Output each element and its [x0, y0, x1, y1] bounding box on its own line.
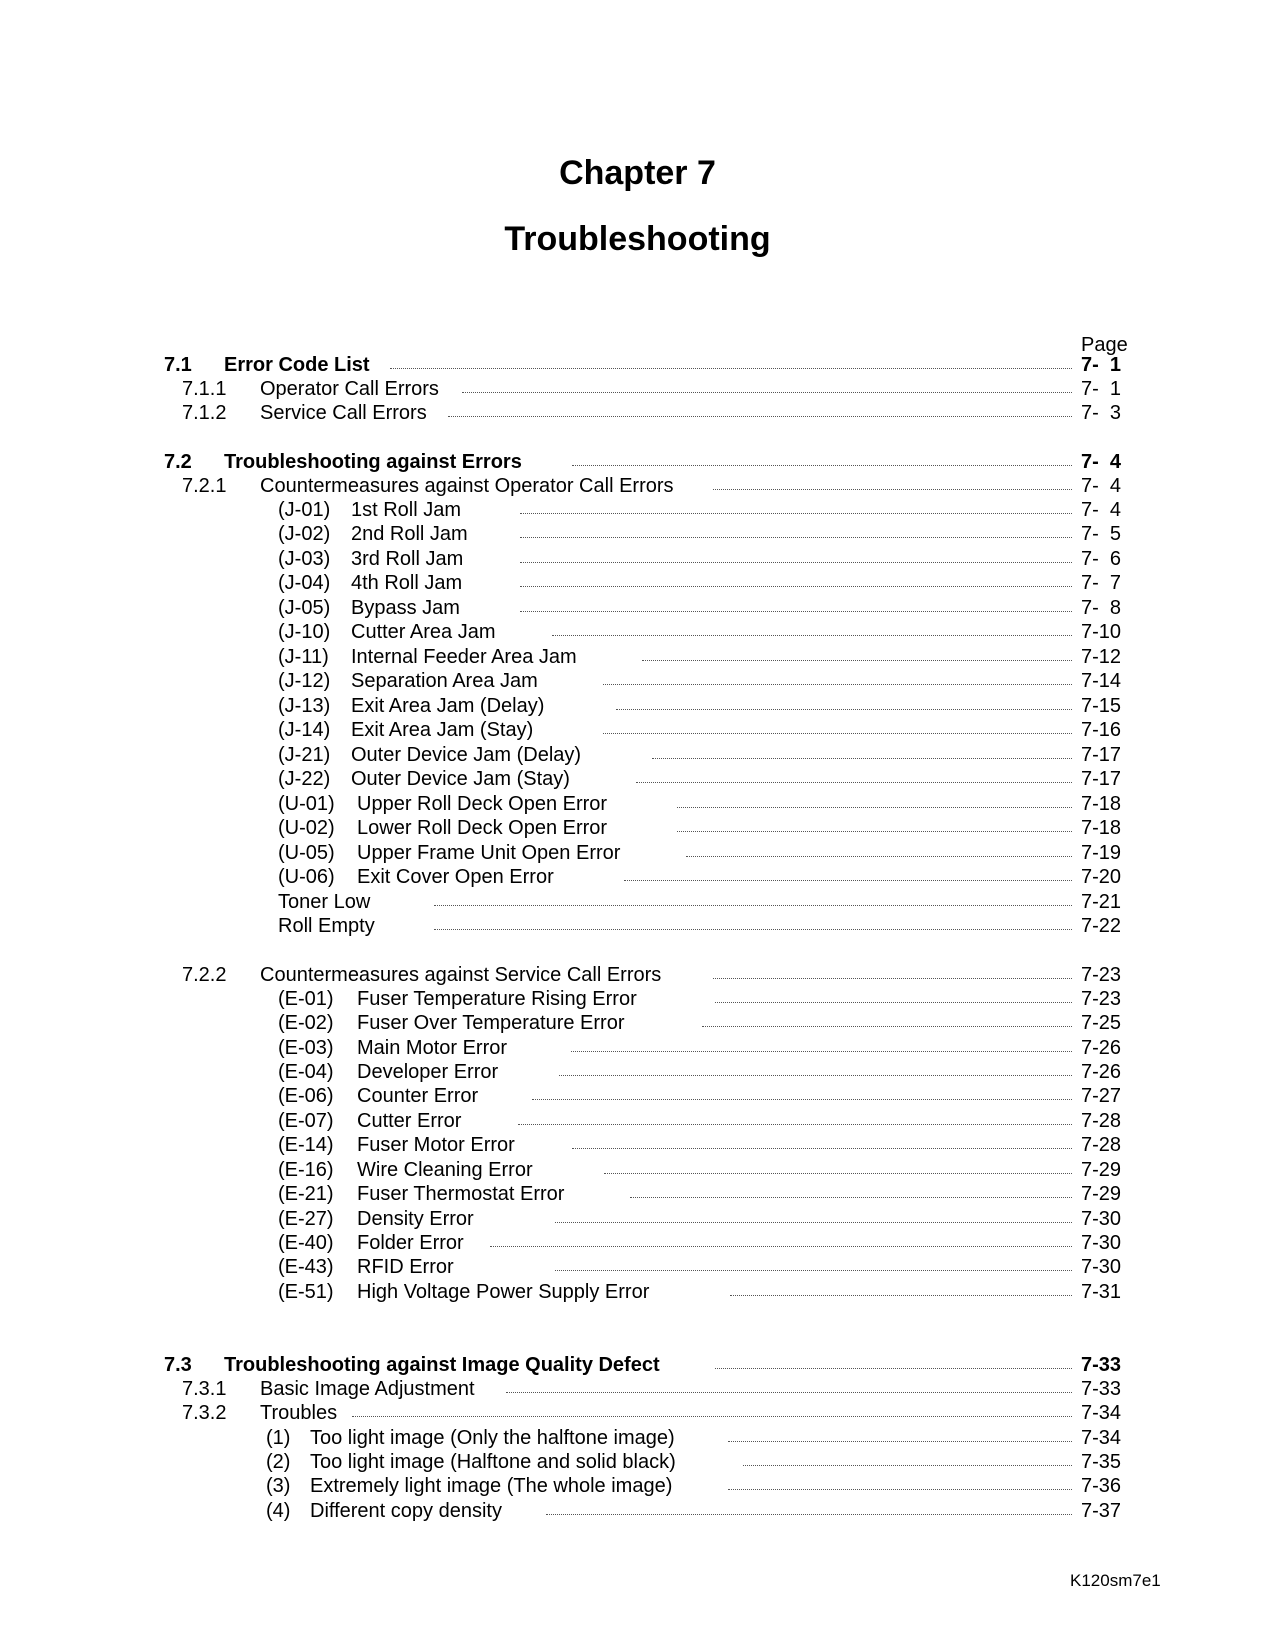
- toc-entry: [0, 645, 1275, 669]
- toc-entry-page: 7- 4: [1081, 451, 1122, 473]
- dot-leader: [546, 1514, 1072, 1515]
- toc-entry-number: (E-21): [278, 1183, 334, 1205]
- toc-entry: [0, 1353, 1275, 1377]
- toc-entry-page: 7-28: [1081, 1110, 1122, 1132]
- dot-leader: [520, 513, 1072, 514]
- toc-entry: [0, 1207, 1275, 1231]
- toc-entry-page: 7-29: [1081, 1159, 1122, 1181]
- dot-leader: [532, 1099, 1072, 1100]
- dot-leader: [520, 562, 1072, 563]
- toc-entry: [0, 743, 1275, 767]
- dot-leader: [636, 782, 1072, 783]
- dot-leader: [520, 611, 1072, 612]
- dot-leader: [518, 1124, 1072, 1125]
- toc-entry: [0, 1401, 1275, 1425]
- toc-entry-number: (U-06): [278, 866, 335, 888]
- toc-entry-number: (E-27): [278, 1208, 334, 1230]
- dot-leader: [352, 1416, 1072, 1417]
- toc-entry-page: 7-33: [1081, 1378, 1122, 1400]
- toc-entry: [0, 1280, 1275, 1304]
- toc-entry-page: 7-19: [1081, 842, 1122, 864]
- toc-entry: [0, 987, 1275, 1011]
- toc-entry-title: Density Error: [357, 1208, 474, 1230]
- toc-entry-page: 7- 1: [1081, 378, 1122, 400]
- toc-entry-number: (U-02): [278, 817, 335, 839]
- toc-entry: [0, 498, 1275, 522]
- toc-entry-page: 7-15: [1081, 695, 1122, 717]
- chapter-subtitle: Troubleshooting: [504, 220, 771, 258]
- toc-entry: [0, 1182, 1275, 1206]
- toc-entry: [0, 1499, 1275, 1523]
- toc-entry-number: (J-11): [278, 646, 329, 668]
- dot-leader: [702, 1026, 1072, 1027]
- toc-entry-title: Countermeasures against Operator Call Errors: [260, 475, 674, 497]
- toc-entry-title: Counter Error: [357, 1085, 479, 1107]
- toc-entry-number: (J-04): [278, 572, 331, 594]
- toc-entry-title: 3rd Roll Jam: [351, 548, 464, 570]
- dot-leader: [630, 1197, 1072, 1198]
- dot-leader: [552, 635, 1072, 636]
- dot-leader: [730, 1295, 1072, 1296]
- toc-entry-number: (E-03): [278, 1037, 334, 1059]
- toc-entry: [0, 1109, 1275, 1133]
- toc-entry-number: (J-10): [278, 621, 331, 643]
- toc-entry-page: 7-37: [1081, 1500, 1122, 1522]
- toc-entry-page: 7-34: [1081, 1402, 1122, 1424]
- dot-leader: [555, 1222, 1072, 1223]
- toc-entry-page: 7- 4: [1081, 475, 1122, 497]
- dot-leader: [652, 758, 1072, 759]
- toc-entry-page: 7- 5: [1081, 523, 1122, 545]
- toc-entry-number: 7.1.2: [182, 402, 227, 424]
- toc-entry: [0, 1450, 1275, 1474]
- toc-entry: [0, 718, 1275, 742]
- toc-entry-title: 4th Roll Jam: [351, 572, 463, 594]
- toc-entry-page: 7-16: [1081, 719, 1122, 741]
- toc-entry-page: 7-21: [1081, 891, 1122, 913]
- toc-entry-title: Operator Call Errors: [260, 378, 439, 400]
- toc-entry-page: 7-31: [1081, 1281, 1122, 1303]
- toc-entry-page: 7-30: [1081, 1208, 1122, 1230]
- toc-entry: [0, 474, 1275, 498]
- dot-leader: [715, 1368, 1072, 1369]
- toc-entry-title: Lower Roll Deck Open Error: [357, 817, 608, 839]
- toc-entry-number: (E-06): [278, 1085, 334, 1107]
- toc-entry: [0, 353, 1275, 377]
- toc-entry-number: (J-01): [278, 499, 331, 521]
- toc-entry: [0, 596, 1275, 620]
- toc-entry-page: 7-33: [1081, 1354, 1122, 1376]
- toc-entry: [0, 792, 1275, 816]
- toc-entry: [0, 401, 1275, 425]
- toc-entry-title: Troubleshooting against Errors: [224, 451, 522, 473]
- toc-entry-number: (J-21): [278, 744, 331, 766]
- toc-entry-number: 7.2.1: [182, 475, 227, 497]
- toc-entry-title: Bypass Jam: [351, 597, 460, 619]
- toc-entry-title: High Voltage Power Supply Error: [357, 1281, 650, 1303]
- toc-entry-page: 7-30: [1081, 1256, 1122, 1278]
- toc-entry-title: Exit Area Jam (Stay): [351, 719, 534, 741]
- toc-entry-number: (E-40): [278, 1232, 334, 1254]
- toc-entry-number: (2): [266, 1451, 291, 1473]
- toc-entry-page: 7-23: [1081, 988, 1122, 1010]
- toc-entry-number: 7.2: [164, 451, 192, 473]
- toc-entry: [0, 571, 1275, 595]
- toc-entry-title: Folder Error: [357, 1232, 464, 1254]
- toc-entry-title: Fuser Over Temperature Error: [357, 1012, 625, 1034]
- dot-leader: [520, 586, 1072, 587]
- dot-leader: [728, 1489, 1072, 1490]
- toc-entry: [0, 1255, 1275, 1279]
- toc-entry-number: (E-02): [278, 1012, 334, 1034]
- toc-entry: [0, 1231, 1275, 1255]
- toc-entry-page: 7-27: [1081, 1085, 1122, 1107]
- toc-entry-number: (E-14): [278, 1134, 334, 1156]
- toc-entry-page: 7-36: [1081, 1475, 1122, 1497]
- toc-entry: [0, 963, 1275, 987]
- toc-entry: [0, 377, 1275, 401]
- toc-entry-title: Exit Cover Open Error: [357, 866, 554, 888]
- dot-leader: [572, 465, 1072, 466]
- toc-entry-number: (J-12): [278, 670, 331, 692]
- toc-entry-page: 7-18: [1081, 817, 1122, 839]
- toc-entry-title: Internal Feeder Area Jam: [351, 646, 577, 668]
- dot-leader: [462, 392, 1072, 393]
- dot-leader: [603, 733, 1072, 734]
- toc-entry-title: Troubleshooting against Image Quality Defect: [224, 1354, 660, 1376]
- toc-entry: [0, 1474, 1275, 1498]
- toc-entry-page: 7-26: [1081, 1061, 1122, 1083]
- toc-entry-number: (1): [266, 1427, 291, 1449]
- toc-entry: [0, 841, 1275, 865]
- toc-entry-number: (E-01): [278, 988, 334, 1010]
- toc-entry-number: (J-03): [278, 548, 331, 570]
- toc-entry-page: 7- 1: [1081, 354, 1122, 376]
- toc-entry-page: 7- 6: [1081, 548, 1122, 570]
- toc-entry: [0, 1060, 1275, 1084]
- dot-leader: [603, 684, 1072, 685]
- toc-entry-title: Exit Area Jam (Delay): [351, 695, 545, 717]
- toc-entry: [0, 1011, 1275, 1035]
- toc-entry-title: Toner Low: [278, 891, 371, 913]
- toc-entry-number: 7.3.2: [182, 1402, 227, 1424]
- toc-entry-page: 7-14: [1081, 670, 1122, 692]
- toc-entry: [0, 694, 1275, 718]
- toc-entry-number: (J-05): [278, 597, 331, 619]
- dot-leader: [571, 1051, 1072, 1052]
- toc-entry-title: Fuser Thermostat Error: [357, 1183, 565, 1205]
- toc-entry-page: 7-35: [1081, 1451, 1122, 1473]
- toc-entry-number: (U-01): [278, 793, 335, 815]
- dot-leader: [434, 905, 1072, 906]
- toc-entry-title: Fuser Temperature Rising Error: [357, 988, 637, 1010]
- toc-entry: [0, 1377, 1275, 1401]
- dot-leader: [713, 489, 1072, 490]
- dot-leader: [520, 537, 1072, 538]
- toc-entry-page: 7- 8: [1081, 597, 1122, 619]
- toc-entry-page: 7-23: [1081, 964, 1122, 986]
- dot-leader: [713, 978, 1072, 979]
- toc-entry-number: (3): [266, 1475, 291, 1497]
- toc-entry: [0, 865, 1275, 889]
- toc-entry-title: Wire Cleaning Error: [357, 1159, 533, 1181]
- toc-entry-title: Outer Device Jam (Delay): [351, 744, 582, 766]
- toc-entry-page: 7-30: [1081, 1232, 1122, 1254]
- toc-entry-page: 7-29: [1081, 1183, 1122, 1205]
- toc-entry-number: (U-05): [278, 842, 335, 864]
- toc-entry-number: 7.2.2: [182, 964, 227, 986]
- dot-leader: [559, 1075, 1072, 1076]
- toc-entry-title: Upper Frame Unit Open Error: [357, 842, 621, 864]
- toc-entry: [0, 1084, 1275, 1108]
- toc-entry: [0, 669, 1275, 693]
- toc-entry-number: (E-16): [278, 1159, 334, 1181]
- dot-leader: [572, 1148, 1072, 1149]
- toc-entry: [0, 1158, 1275, 1182]
- toc-entry-title: 1st Roll Jam: [351, 499, 462, 521]
- toc-entry-number: 7.3: [164, 1354, 192, 1376]
- toc-entry-title: Cutter Error: [357, 1110, 462, 1132]
- toc-entry-title: 2nd Roll Jam: [351, 523, 468, 545]
- dot-leader: [448, 416, 1072, 417]
- toc-entry: [0, 1133, 1275, 1157]
- toc-entry-number: (E-43): [278, 1256, 334, 1278]
- toc-entry-page: 7-34: [1081, 1427, 1122, 1449]
- toc-entry-page: 7-25: [1081, 1012, 1122, 1034]
- toc-entry-title: Countermeasures against Service Call Errors: [260, 964, 662, 986]
- toc-entry-page: 7-17: [1081, 768, 1122, 790]
- dot-leader: [728, 1441, 1072, 1442]
- toc-entry-title: Service Call Errors: [260, 402, 427, 424]
- toc-entry-page: 7-26: [1081, 1037, 1122, 1059]
- toc-entry: [0, 547, 1275, 571]
- toc-entry-title: RFID Error: [357, 1256, 454, 1278]
- toc-entry: [0, 816, 1275, 840]
- toc-entry-number: (E-07): [278, 1110, 334, 1132]
- toc-entry-title: Too light image (Halftone and solid black): [310, 1451, 676, 1473]
- dot-leader: [604, 1173, 1072, 1174]
- dot-leader: [624, 880, 1072, 881]
- toc-entry-number: (E-04): [278, 1061, 334, 1083]
- toc-entry-number: (J-13): [278, 695, 331, 717]
- toc-entry-page: 7-28: [1081, 1134, 1122, 1156]
- toc-entry-title: Outer Device Jam (Stay): [351, 768, 570, 790]
- toc-entry-page: 7-17: [1081, 744, 1122, 766]
- toc-entry: [0, 890, 1275, 914]
- toc-entry: [0, 1426, 1275, 1450]
- toc-entry-number: (J-02): [278, 523, 331, 545]
- toc-entry: [0, 522, 1275, 546]
- toc-entry-title: Error Code List: [224, 354, 370, 376]
- toc-entry-page: 7-22: [1081, 915, 1122, 937]
- dot-leader: [490, 1246, 1072, 1247]
- toc-entry-page: 7-10: [1081, 621, 1122, 643]
- toc-entry-title: Basic Image Adjustment: [260, 1378, 475, 1400]
- toc-entry-page: 7-18: [1081, 793, 1122, 815]
- toc-entry-title: Fuser Motor Error: [357, 1134, 515, 1156]
- toc-entry-number: 7.1: [164, 354, 192, 376]
- toc-entry-title: Extremely light image (The whole image): [310, 1475, 673, 1497]
- toc-entry-title: Main Motor Error: [357, 1037, 508, 1059]
- toc-entry-title: Roll Empty: [278, 915, 375, 937]
- toc-entry-number: (E-51): [278, 1281, 334, 1303]
- toc-entry-number: (J-14): [278, 719, 331, 741]
- dot-leader: [390, 368, 1072, 369]
- toc-entry: [0, 450, 1275, 474]
- dot-leader: [616, 709, 1072, 710]
- dot-leader: [743, 1465, 1072, 1466]
- toc-entry-number: 7.1.1: [182, 378, 227, 400]
- toc-entry-title: Separation Area Jam: [351, 670, 538, 692]
- dot-leader: [506, 1392, 1072, 1393]
- toc-entry-title: Troubles: [260, 1402, 338, 1424]
- dot-leader: [677, 807, 1072, 808]
- dot-leader: [434, 929, 1072, 930]
- toc-entry-page: 7-20: [1081, 866, 1122, 888]
- document-code: K120sm7e1: [1070, 1571, 1161, 1590]
- toc-entry-number: (4): [266, 1500, 291, 1522]
- toc-entry-title: Cutter Area Jam: [351, 621, 496, 643]
- toc-entry-page: 7-12: [1081, 646, 1122, 668]
- chapter-title: Chapter 7: [559, 154, 716, 192]
- dot-leader: [642, 660, 1072, 661]
- toc-entry-page: 7- 3: [1081, 402, 1122, 424]
- toc-entry: [0, 1036, 1275, 1060]
- dot-leader: [715, 1002, 1072, 1003]
- toc-entry-title: Different copy density: [310, 1500, 502, 1522]
- dot-leader: [677, 831, 1072, 832]
- dot-leader: [555, 1270, 1072, 1271]
- toc-entry-page: 7- 4: [1081, 499, 1122, 521]
- toc-entry-page: 7- 7: [1081, 572, 1122, 594]
- toc-entry-title: Too light image (Only the halftone image): [310, 1427, 675, 1449]
- toc-entry-title: Upper Roll Deck Open Error: [357, 793, 608, 815]
- toc-entry: [0, 620, 1275, 644]
- toc-page-column-header: Page: [1081, 334, 1128, 356]
- dot-leader: [686, 856, 1072, 857]
- toc-entry-number: 7.3.1: [182, 1378, 227, 1400]
- toc-entry: [0, 914, 1275, 938]
- toc-entry: [0, 767, 1275, 791]
- toc-entry-number: (J-22): [278, 768, 331, 790]
- toc-entry-title: Developer Error: [357, 1061, 499, 1083]
